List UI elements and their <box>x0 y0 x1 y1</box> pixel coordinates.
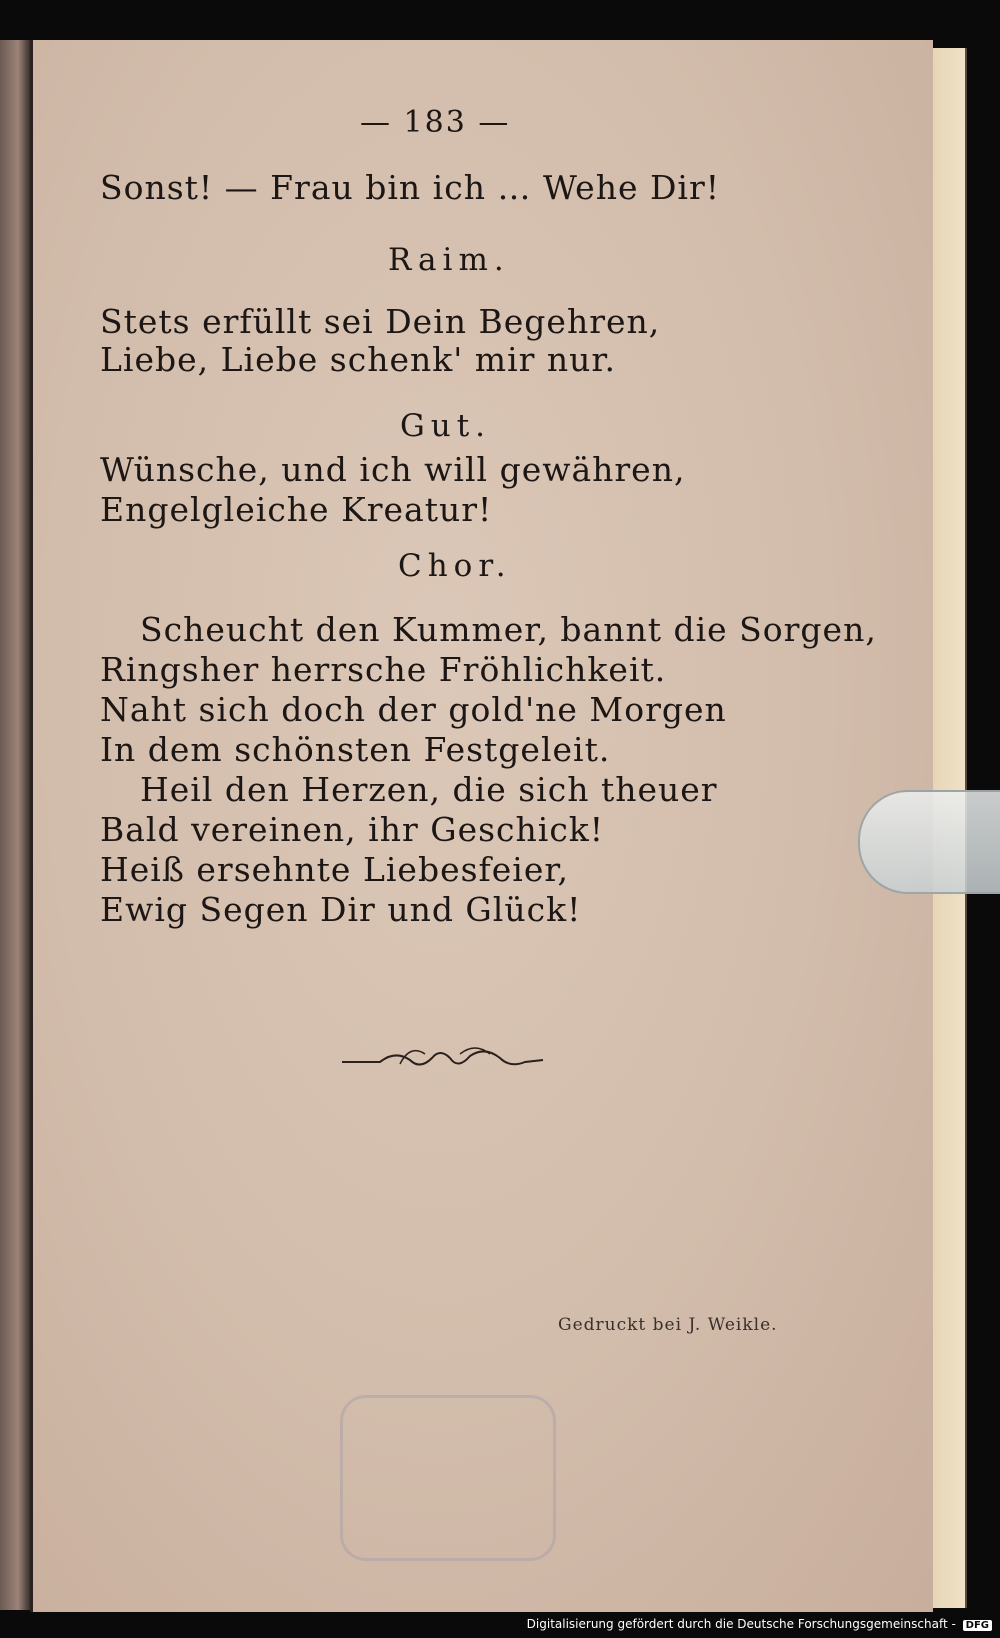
printer-imprint: Gedruckt bei J. Weikle. <box>558 1315 778 1335</box>
footer-credit <box>527 1617 992 1631</box>
speaker-gut: Gut. <box>400 408 492 444</box>
verse-line: Wünsche, und ich will gewähren, <box>100 450 686 489</box>
ornament-flourish-icon <box>340 1040 545 1080</box>
verse-line: Stets erfüllt sei Dein Begehren, <box>100 302 661 341</box>
footer-text: Digitalisierung gefördert durch die Deutsche Forschungsgemeinschaft - <box>526 1617 956 1631</box>
verse-line: Sonst! — Frau bin ich … Wehe Dir! <box>100 168 721 207</box>
verse-line: Liebe, Liebe schenk' mir nur. <box>100 340 617 379</box>
speaker-chor: Chor. <box>398 548 512 584</box>
verse-line: Heiß ersehnte Liebesfeier, <box>100 850 570 889</box>
verse-line: Engelgleiche Kreatur! <box>100 490 493 529</box>
verse-line: Heil den Herzen, die sich theuer <box>140 770 718 809</box>
verse-line: Bald vereinen, ihr Geschick! <box>100 810 605 849</box>
page-clip <box>858 790 1000 894</box>
verse-line: Scheucht den Kummer, bannt die Sorgen, <box>140 610 877 649</box>
verse-line: Naht sich doch der gold'ne Morgen <box>100 690 727 729</box>
verse-line: Ewig Segen Dir und Glück! <box>100 890 582 929</box>
library-stamp-icon <box>340 1395 556 1561</box>
speaker-raim: Raim. <box>388 242 510 278</box>
verse-line: Ringsher herrsche Fröhlichkeit. <box>100 650 667 689</box>
dfg-logo-icon: DFG <box>963 1620 992 1631</box>
left-page-edge <box>0 40 30 1610</box>
page-number: — 183 — <box>360 105 511 140</box>
verse-line: In dem schönsten Festgeleit. <box>100 730 611 769</box>
